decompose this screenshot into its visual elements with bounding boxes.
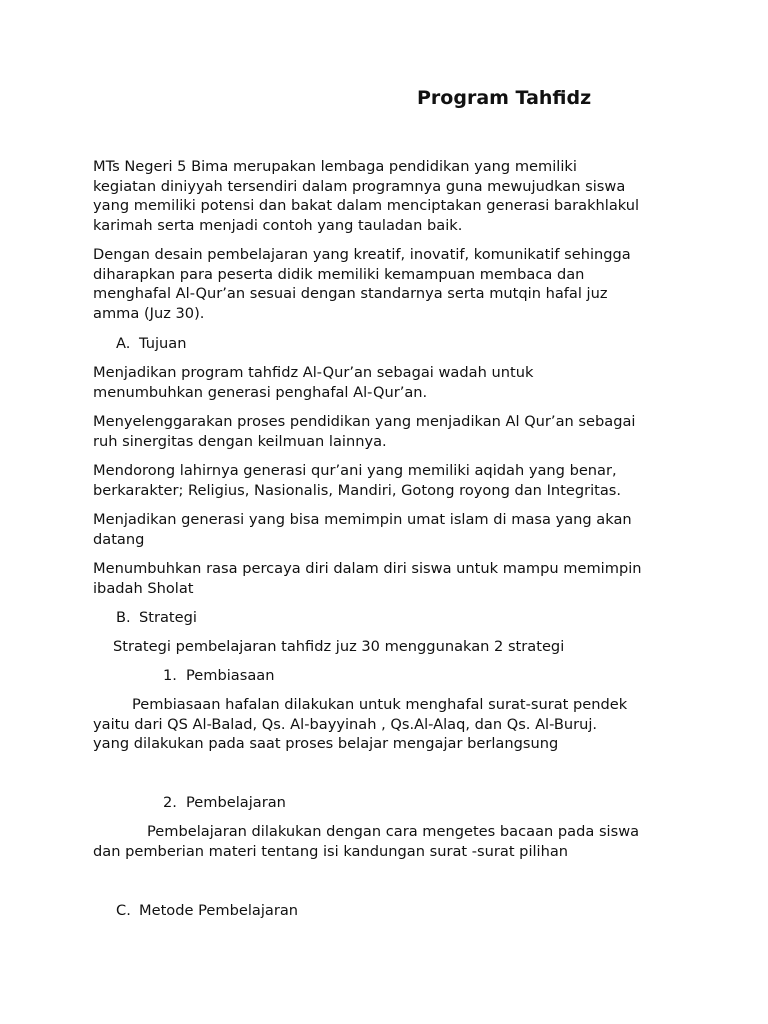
section-c-heading: Metode Pembelajaran xyxy=(139,902,299,919)
tujuan-item-3 xyxy=(93,461,621,500)
text-line: MTs Negeri 5 Bima merupakan lembaga pendidikan yang memiliki xyxy=(93,158,577,175)
tujuan-item-2 xyxy=(93,412,635,451)
text-line: menghafal Al-Qur’an sesuai dengan standarnya serta mutqin hafal juz xyxy=(93,285,608,303)
text-line: dan pemberian materi tentang isi kandungan surat -surat pilihan xyxy=(93,842,569,860)
section-c-marker: C. xyxy=(116,902,131,919)
sub-2-heading: Pembelajaran xyxy=(186,794,286,811)
text-line: menumbuhkan generasi penghafal Al-Qur’an. xyxy=(93,383,428,401)
section-a-heading: Tujuan xyxy=(139,335,187,352)
text-line: karimah serta menjadi contoh yang tauladan baik. xyxy=(93,217,463,235)
text-line: diharapkan para peserta didik memiliki kemampuan membaca dan xyxy=(93,265,585,283)
text-line: Dengan desain pembelajaran yang kreatif, inovatif, komunikatif sehingga xyxy=(93,246,631,263)
text-line: Pembiasaan hafalan dilakukan untuk menghafal surat-surat pendek xyxy=(132,696,628,713)
text-line: datang xyxy=(93,530,145,548)
sub-1-heading: Pembiasaan xyxy=(186,667,275,684)
intro-paragraph-1 xyxy=(93,157,639,236)
tujuan-item-1 xyxy=(93,363,533,402)
sub-2-marker: 2. xyxy=(163,794,177,811)
text-line: yang memiliki potensi dan bakat dalam menciptakan generasi barakhlakul xyxy=(93,197,640,215)
pembelajaran-paragraph xyxy=(93,822,639,861)
text-line: ruh sinergitas dengan keilmuan lainnya. xyxy=(93,432,387,450)
text-line: Mendorong lahirnya generasi qur’ani yang memiliki aqidah yang benar, xyxy=(93,462,617,479)
tujuan-item-5 xyxy=(93,559,642,598)
text-line: kegiatan diniyyah tersendiri dalam programnya guna mewujudkan siswa xyxy=(93,177,626,195)
intro-paragraph-2 xyxy=(93,245,631,324)
pembiasaan-paragraph xyxy=(93,695,627,754)
section-b-marker: B. xyxy=(116,609,131,626)
text-line: amma (Juz 30). xyxy=(93,305,205,323)
section-b-heading: Strategi xyxy=(139,609,197,626)
text-line: yang dilakukan pada saat proses belajar mengajar berlangsung xyxy=(93,735,559,753)
text-line: yaitu dari QS Al-Balad, Qs. Al-bayyinah , Qs.Al-Alaq, dan Qs. Al-Buruj. xyxy=(93,715,598,733)
strategi-intro: Strategi pembelajaran tahfidz juz 30 menggunakan 2 strategi xyxy=(113,638,565,655)
text-line: Menjadikan generasi yang bisa memimpin umat islam di masa yang akan xyxy=(93,511,632,528)
text-line: Pembelajaran dilakukan dengan cara mengetes bacaan pada siswa xyxy=(147,823,640,840)
page-title: Program Tahfidz xyxy=(417,87,592,109)
text-line: Menyelenggarakan proses pendidikan yang menjadikan Al Qur’an sebagai xyxy=(93,413,636,430)
tujuan-item-4 xyxy=(93,510,632,549)
text-line: ibadah Sholat xyxy=(93,579,194,597)
text-line: berkarakter; Religius, Nasionalis, Mandiri, Gotong royong dan Integritas. xyxy=(93,481,622,499)
section-a-marker: A. xyxy=(116,335,131,352)
text-line: Menjadikan program tahfidz Al-Qur’an sebagai wadah untuk xyxy=(93,364,534,381)
text-line: Menumbuhkan rasa percaya diri dalam diri siswa untuk mampu memimpin xyxy=(93,560,642,577)
sub-1-marker: 1. xyxy=(163,667,177,684)
